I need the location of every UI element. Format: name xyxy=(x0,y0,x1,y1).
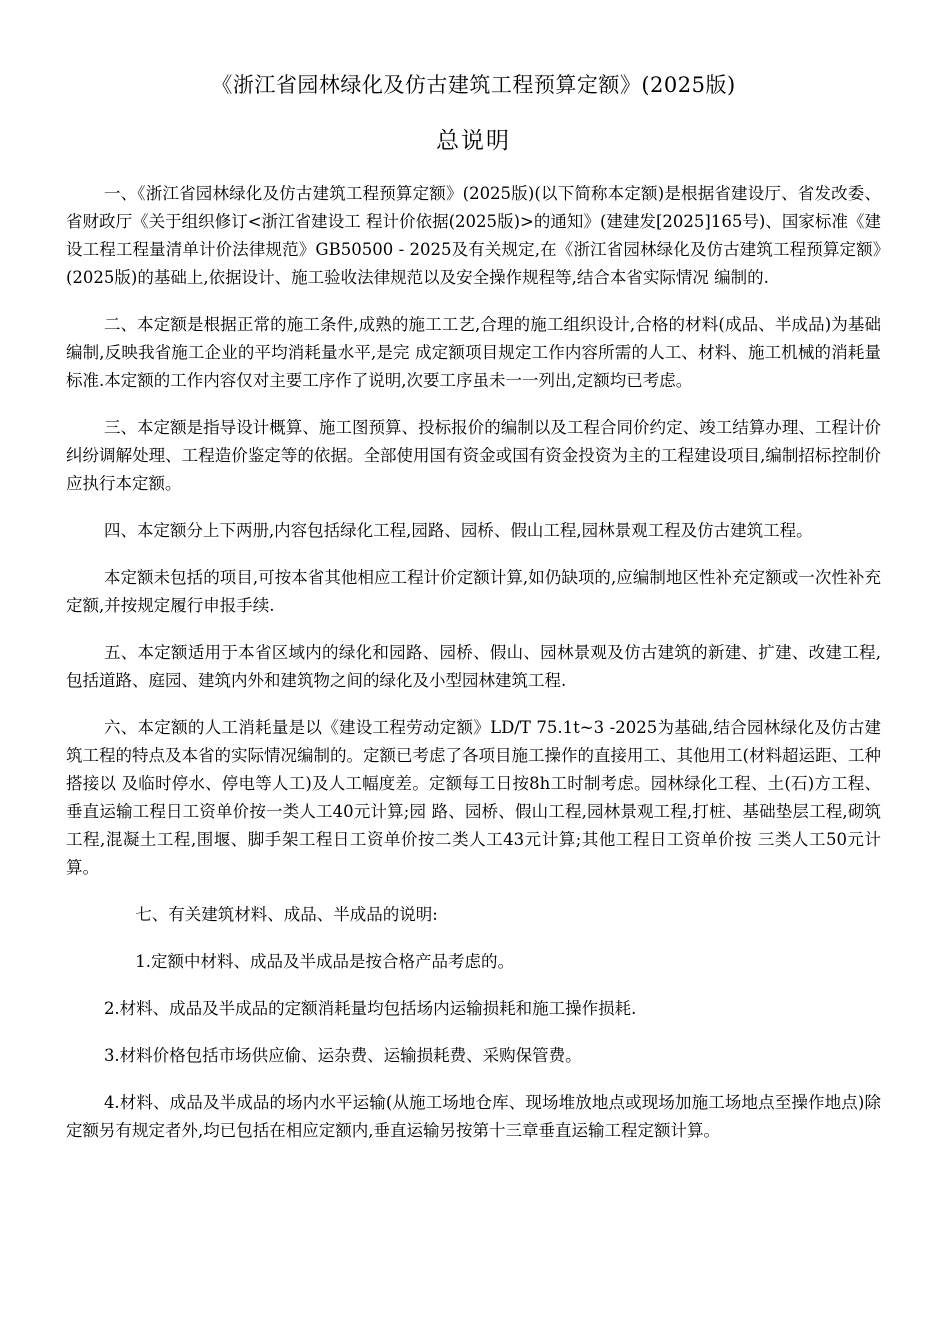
document-page xyxy=(66,68,881,1164)
paragraph-2: 二、本定额是根据正常的施工条件,成熟的施工工艺,合理的施工组织设计,合格的材料(成品、半成品)为基础编制,反映我省施工企业的平均消耗量水平,是完 成定额项目规定工作内容所需的人工、材料、施工机械的消耗量标准.本定额的工作内容仅对主要工序作了说明,次要工序虽未一一列出,定额均已考虑。 xyxy=(66,315,881,390)
paragraph-4: 四、本定额分上下两册,内容包括绿化工程,园路、园桥、假山工程,园林景观工程及仿古建筑工程。 xyxy=(103,521,813,540)
paragraph-5: 本定额未包括的项目,可按本省其他相应工程计价定额计算,如仍缺项的,应编制地区性补充定额或一次性补充定额,并按规定履行申报手续. xyxy=(66,568,881,615)
paragraph-12: 4.材料、成品及半成品的场内水平运输(从施工场地仓库、现场堆放地点或现场加施工场地点至操作地点)除定额另有规定者外,均已包括在相应定额内,垂直运输另按第十三章垂直运输工程定额计算。 xyxy=(66,1093,881,1140)
paragraph-1: 一、《浙江省园林绿化及仿古建筑工程预算定额》(2025版)(以下简称本定额)是根据省建设厅、省发改委、省财政厅《关于组织修订<浙江省建设工 程计价依据(2025版)>的通知》(建建发[2025]165号)、国家标准《建设工程工程量清单计价法律规范》GB50500 - 2025及有关规定,在《浙江省园林绿化及仿古建筑工程预算定额》(2025版)的基础上,依据设计、施工验收法律规范以及安全操作规程等,结合本省实际情况 编制的. xyxy=(66,184,881,287)
document-title: 《浙江省园林绿化及仿古建筑工程预算定额》(2025版) xyxy=(211,73,736,97)
paragraph-7: 六、本定额的人工消耗量是以《建设工程劳动定额》LD/T 75.1t~3 -2025为基础,结合园林绿化及仿古建筑工程的特点及本省的实际情况编制的。定额已考虑了各项目施工操作的直接用工、其他用工(材料超运距、工种搭接以 及临时停水、停电等人工)及人工幅度差。定额每工日按8h工时制考虑。园林绿化工程、土(石)方工程、垂直运输工程日工资单价按一类人工40元计算;园 路、园桥、假山工程,园林景观工程,打桩、基础垫层工程,砌筑工程,混凝土工程,围堰、脚手架工程日工资单价按二类人工43元计算;其他工程日工资单价按 三类人工50元计算。 xyxy=(66,718,881,877)
paragraph-11: 3.材料价格包括市场供应偷、运杂费、运输损耗费、采购保管费。 xyxy=(103,1046,582,1065)
paragraph-9: 1.定额中材料、成品及半成品是按合格产品考虑的。 xyxy=(135,952,515,971)
document-subtitle: 总说明 xyxy=(436,128,511,154)
paragraph-8: 七、有关建筑材料、成品、半成品的说明: xyxy=(135,905,438,924)
paragraph-3: 三、本定额是指导设计概算、施工图预算、投标报价的编制以及工程合同价约定、竣工结算办理、工程计价纠纷调解处理、工程造价鉴定等的依据。全部使用国有资金或国有资金投资为主的工程建设项目,编制招标控制价应执行本定额。 xyxy=(66,418,881,493)
paragraph-10: 2.材料、成品及半成品的定额消耗量均包括场内运输损耗和施工操作损耗. xyxy=(103,999,637,1018)
paragraph-6: 五、本定额适用于本省区域内的绿化和园路、园桥、假山、园林景观及仿古建筑的新建、扩建、改建工程,包括道路、庭园、建筑内外和建筑物之间的绿化及小型园林建筑工程. xyxy=(66,643,881,690)
